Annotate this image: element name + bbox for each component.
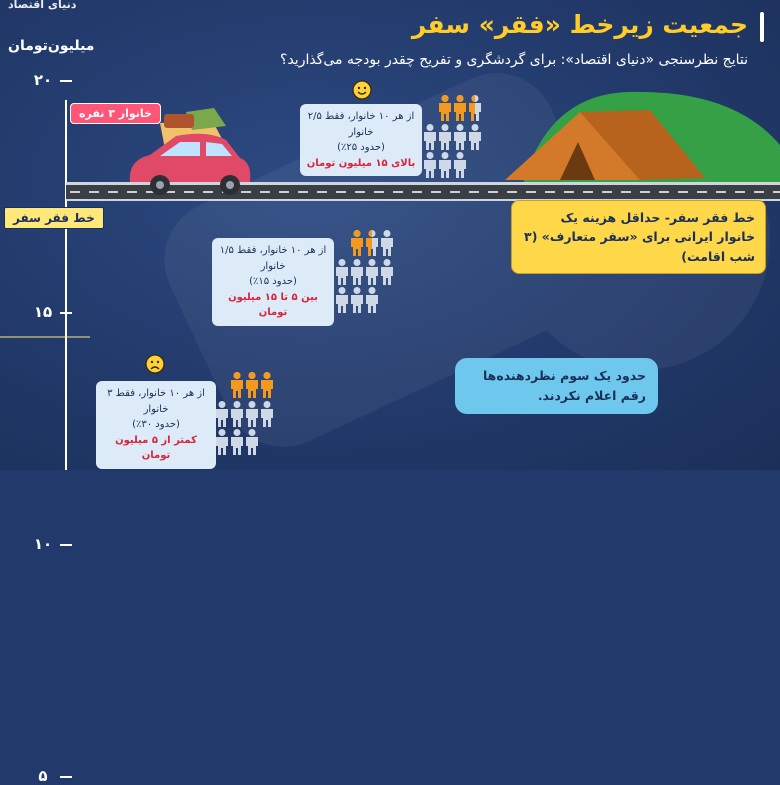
person-icon [336, 287, 348, 313]
person-icon [439, 95, 451, 121]
sad-face-icon [146, 355, 164, 373]
person-icon [381, 259, 393, 285]
person-icon [246, 372, 258, 398]
person-icon [469, 124, 481, 150]
person-icon [439, 152, 451, 178]
happy-face-icon [353, 81, 371, 99]
y-axis-label: میلیون‌تومان [8, 38, 95, 54]
group-percent-text: (حدود ۳۰٪) [132, 419, 180, 430]
person-icon [261, 372, 273, 398]
poverty-line-label: خط فقر سفر [4, 207, 104, 229]
person-icon [231, 401, 243, 427]
page-title: جمعیت زیرخط «فقر» سفر [411, 10, 748, 39]
group-callout-high [300, 104, 422, 176]
family-size-tag: خانوار ۳ نفره [70, 103, 161, 124]
y-tick-label: ۱۵ [33, 303, 53, 321]
group-share-text: از هر ۱۰ خانوار، فقط ۱/۵ خانوار [219, 245, 327, 272]
person-icon [351, 287, 363, 313]
group-share-text: از هر ۱۰ خانوار، فقط ۳ خانوار [107, 388, 205, 415]
person-icon [381, 230, 393, 256]
person-icon [351, 230, 363, 256]
road [66, 182, 780, 201]
person-icon [246, 401, 258, 427]
person-icon [246, 429, 258, 455]
person-icon [231, 429, 243, 455]
y-tick-label: ۲۰ [33, 71, 53, 89]
group-percent-text: (حدود ۱۵٪) [249, 276, 297, 287]
logo-text: دنیای اقتصاد [8, 0, 77, 11]
person-icon [454, 95, 466, 121]
person-icon [216, 429, 228, 455]
person-icon [366, 230, 378, 256]
y-tick-label: ۵ [38, 767, 48, 785]
group-callout-low [96, 381, 216, 469]
group-percent-text: (حدود ۲۵٪) [337, 142, 385, 153]
person-icon [469, 95, 481, 121]
person-icon [454, 152, 466, 178]
group-budget-text: بالای ۱۵ میلیون تومان [306, 157, 416, 169]
survey-note: حدود یک سوم نظردهنده‌ها رقم اعلام نکردند. [455, 358, 658, 414]
group-budget-text: کمتر از ۵ میلیون تومان [115, 434, 197, 461]
person-icon [424, 152, 436, 178]
group-share-text: از هر ۱۰ خانوار، فقط ۲/۵ خانوار [307, 111, 415, 138]
person-icon [231, 372, 243, 398]
group-budget-text: بین ۵ تا ۱۵ میلیون تومان [228, 291, 318, 318]
y-tick-label: ۱۰ [33, 535, 53, 553]
person-icon [439, 124, 451, 150]
person-icon [424, 124, 436, 150]
person-icon [366, 287, 378, 313]
group-callout-middle [212, 238, 334, 326]
poverty-line-description: خط فقر سفر- حداقل هزینه یک خانوار ایرانی برای «سفر متعارف» (۳ شب اقامت) [511, 200, 766, 274]
person-icon [351, 259, 363, 285]
page-subtitle: نتایج نظرسنجی «دنیای اقتصاد»: برای گردشگری و تفریح چقدر بودجه می‌گذارید؟ [280, 52, 748, 68]
person-icon [366, 259, 378, 285]
person-icon [336, 259, 348, 285]
person-icon [454, 124, 466, 150]
person-icon [216, 401, 228, 427]
person-icon [261, 401, 273, 427]
